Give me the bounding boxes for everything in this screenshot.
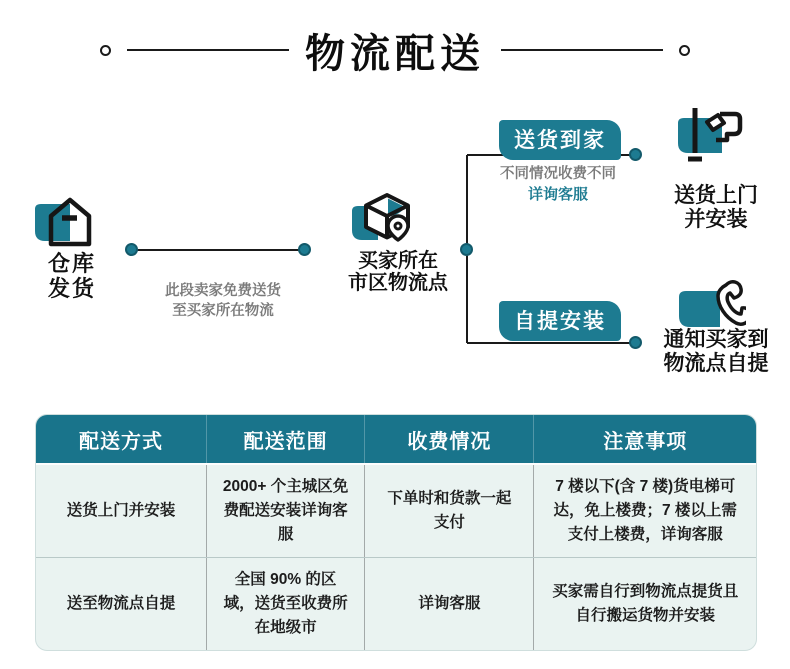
cell-method: 送至物流点自提 xyxy=(66,595,176,613)
self-pickup-badge: 自提安装 xyxy=(499,301,621,341)
self-pickup-line xyxy=(467,342,633,344)
cell-fee: 详询客服 xyxy=(364,558,533,650)
first-leg-line xyxy=(131,249,303,251)
cell-range: 全国 90% 的区域，送货至收费所在地级市 xyxy=(206,558,364,650)
cell-range: 2000+ 个主城区免费配送安装详询客服 xyxy=(206,465,364,557)
table-row xyxy=(36,465,756,557)
cell-fee: 下单时和货款一起支付 xyxy=(364,465,533,557)
warehouse-label: 仓库 发货 xyxy=(47,251,96,301)
cell-notes: 买家需自行到物流点提货且自行搬运货物并安装 xyxy=(533,558,755,650)
table-header-row xyxy=(36,415,756,463)
header-method: 配送方式 xyxy=(78,430,163,453)
cell-method: 送货上门并安装 xyxy=(66,502,176,520)
shipping-info-table xyxy=(35,414,757,651)
first-leg-start-dot xyxy=(125,243,138,256)
cell-notes: 7 楼以下(含 7 楼)货电梯可达，免上楼费；7 楼以上需支付上楼费，详询客服 xyxy=(533,465,755,557)
home-delivery-note: 不同情况收费不同 详询客服 xyxy=(474,164,642,205)
self-pickup-end-dot xyxy=(629,336,642,349)
header-range: 配送范围 xyxy=(206,415,364,463)
table-body xyxy=(36,463,756,650)
first-leg-note: 此段卖家免费送货 至买家所在物流 xyxy=(165,283,281,320)
door-delivery-icon xyxy=(670,106,748,164)
home-delivery-end-dot xyxy=(629,148,642,161)
first-leg-end-dot xyxy=(298,243,311,256)
package-location-icon xyxy=(346,190,412,248)
self-pickup-result-label: 通知买家到 物流点自提 xyxy=(663,328,769,375)
warehouse-icon xyxy=(31,194,93,250)
home-delivery-badge: 送货到家 xyxy=(499,120,621,160)
table-row xyxy=(36,557,756,650)
branch-spine-dot xyxy=(460,243,473,256)
home-delivery-result-label: 送货上门 并安装 xyxy=(674,184,758,231)
header-notes: 注意事项 xyxy=(533,415,755,463)
header-fee: 收费情况 xyxy=(364,415,533,463)
page-title: 物流配送 xyxy=(305,31,485,76)
hub-label: 买家所在 市区物流点 xyxy=(348,250,448,295)
consult-service-link: 详询客服 xyxy=(527,186,588,204)
